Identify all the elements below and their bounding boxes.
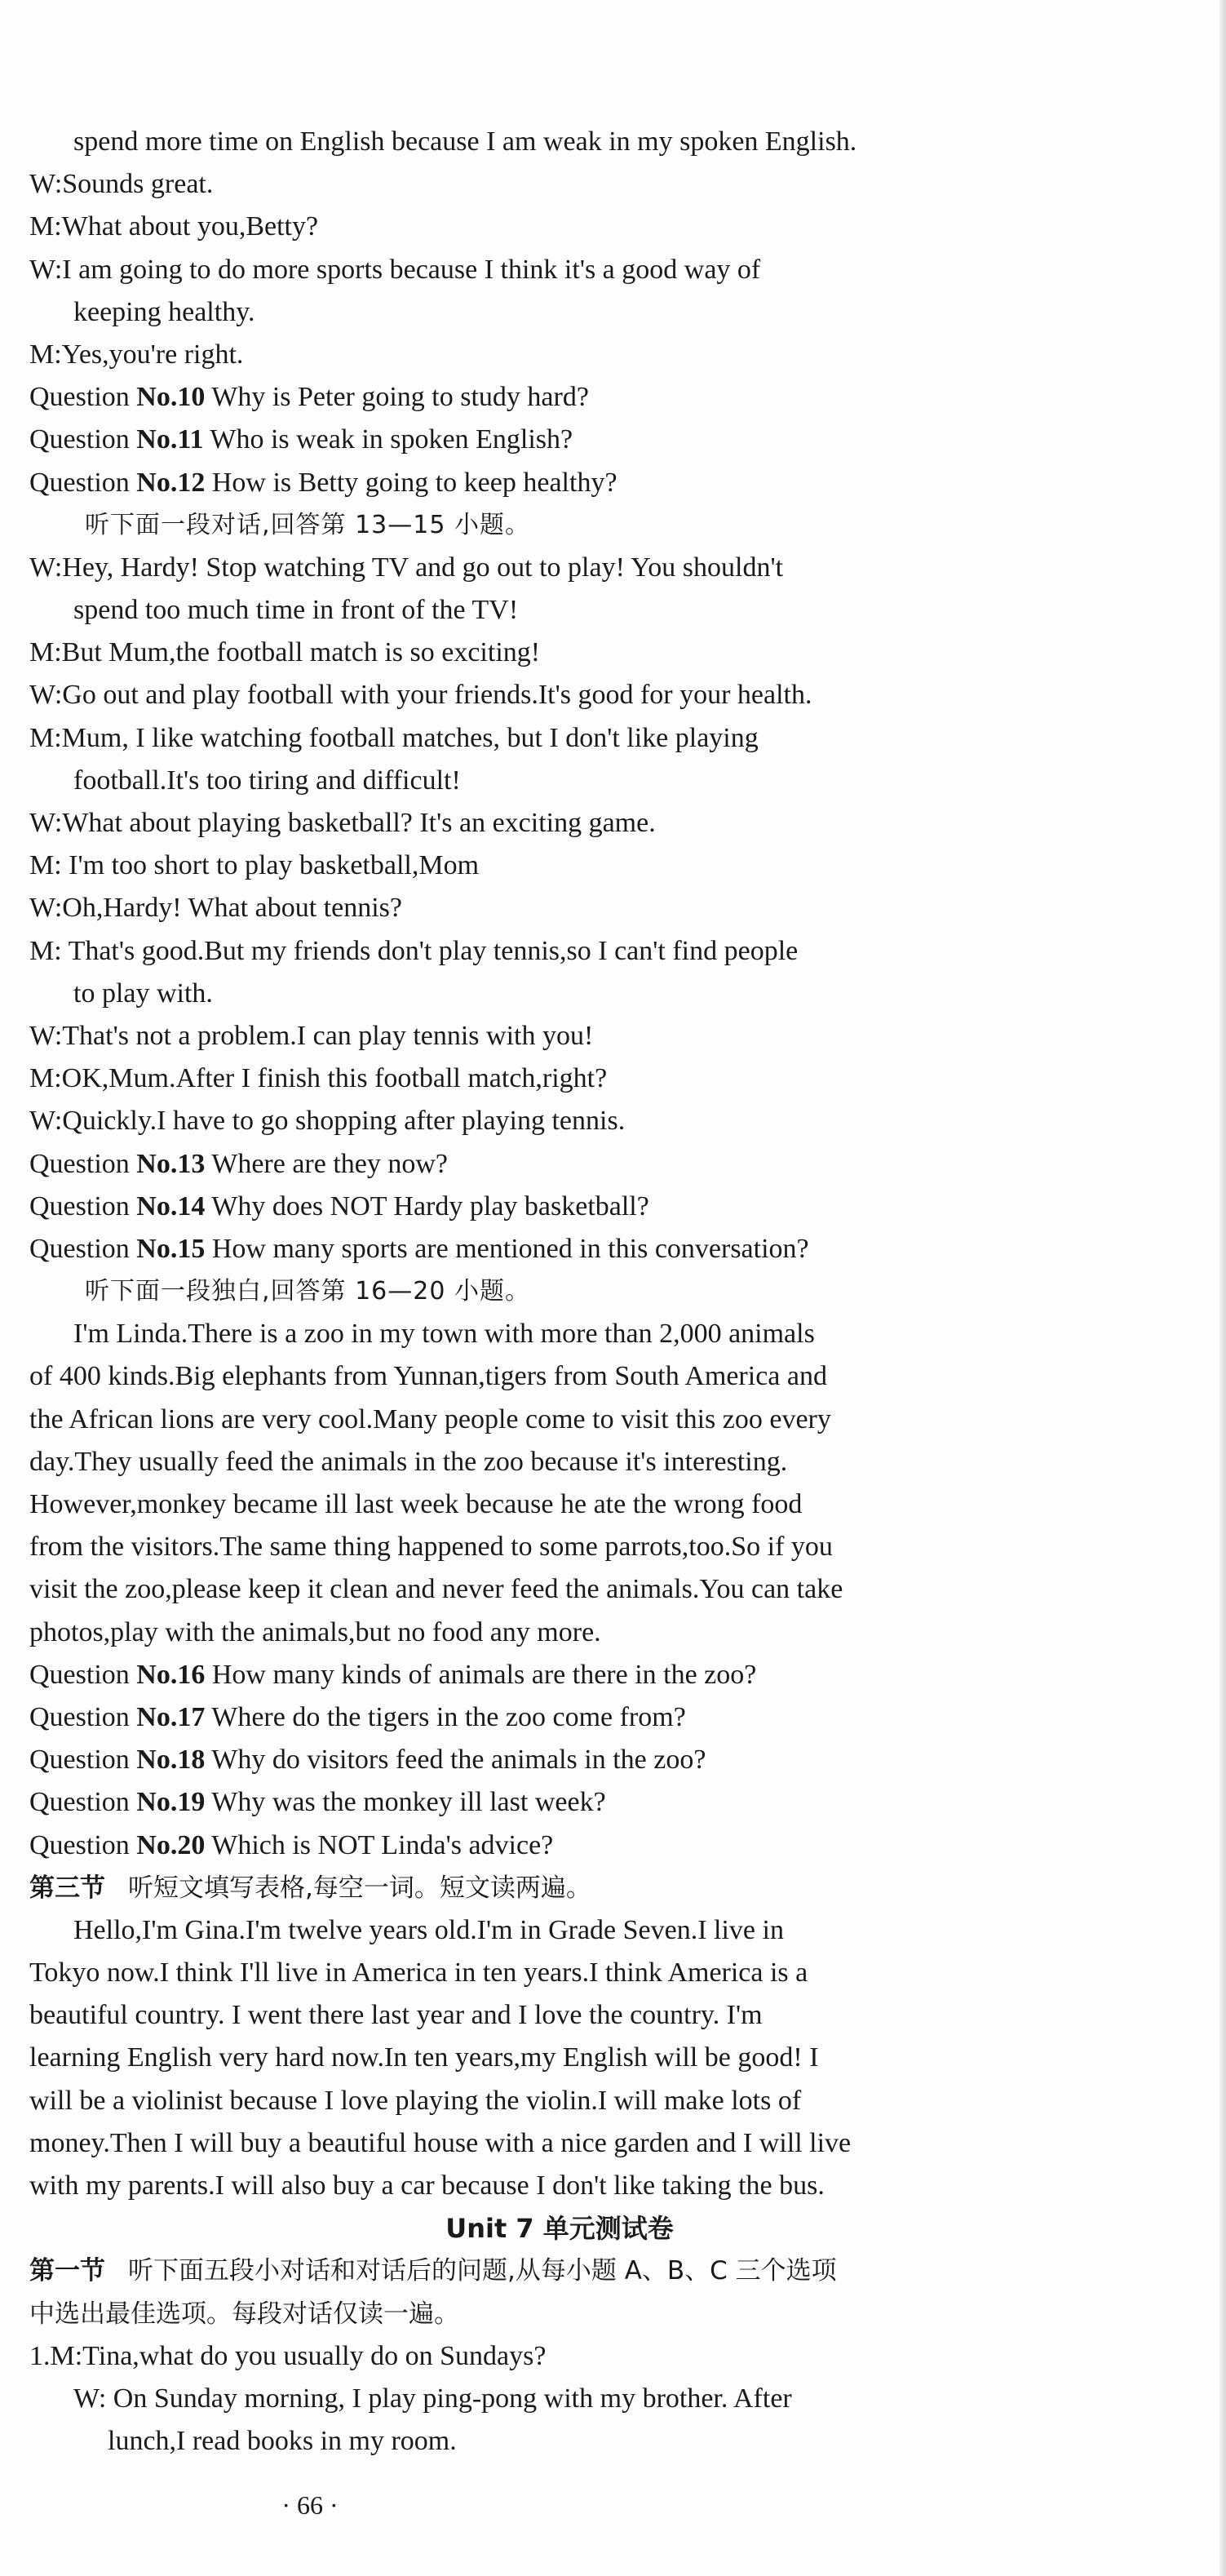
question-number: No.13 [136,1148,206,1179]
section-instruction: 听短文填写表格,每空一词。短文读两遍。 [128,1873,591,1903]
text-line: money.Then I will buy a beautiful house with a nice garden and I will live [29,2127,852,2158]
listening-instruction: 听下面一段独白,回答第 16—20 小题。 [85,1277,530,1306]
text-line: Tokyo now.I think I'll live in America in ten years.I think America is a [29,1957,808,1989]
text-line: However,monkey became ill last week because he ate the wrong food [29,1489,803,1519]
text-line: W:That's not a problem.I can play tennis with you! [29,1020,594,1051]
text-line: 中选出最佳选项。每段对话仅读一遍。 [29,2299,459,2329]
question-line [29,376,1090,419]
question-line [29,1654,1090,1696]
question-number: No.16 [136,1659,206,1690]
text-line: M: That's good.But my friends don't play tennis,so I can't find people [29,935,799,966]
question-text: How is Betty going to keep healthy? [211,467,617,498]
text-line: learning English very hard now.In ten years,my English will be good! I [29,2042,819,2073]
question-number: No.11 [136,424,204,455]
question-text: Who is weak in spoken English? [210,424,573,455]
question-label: Question [29,467,130,498]
question-text: How many sports are mentioned in this conversation? [211,1233,809,1264]
question-label: Question [29,1659,130,1690]
question-line [29,1228,1090,1270]
text-line: of 400 kinds.Big elephants from Yunnan,tigers from South America and [29,1361,827,1392]
question-number: No.15 [136,1233,206,1264]
text-line: W: On Sunday morning, I play ping-pong with my brother. After [73,2383,792,2414]
text-line: W:I am going to do more sports because I think it's a good way of [29,254,761,285]
question-text: Why does NOT Hardy play basketball? [211,1190,649,1221]
text-line: spend too much time in front of the TV! [73,595,519,626]
question-label: Question [29,1233,130,1264]
question-label: Question [29,1148,130,1179]
text-line: M:Mum, I like watching football matches, but I don't like playing [29,722,759,753]
text-line: W:What about playing basketball? It's an exciting game. [29,808,656,838]
unit-title: Unit 7 单元测试卷 [445,2213,674,2245]
page-number: · 66 · [281,2490,339,2520]
question-text: How many kinds of animals are there in the zoo? [211,1659,757,1690]
question-line [29,1143,1090,1186]
listening-instruction: 听下面一段对话,回答第 13—15 小题。 [85,510,530,539]
question-number: No.17 [136,1701,206,1732]
question-number: No.18 [136,1745,206,1776]
question-number: No.12 [136,467,206,498]
question-text: Which is NOT Linda's advice? [211,1829,554,1860]
text-line: football.It's too tiring and difficult! [73,765,461,796]
text-line: M:Yes,you're right. [29,339,244,370]
question-line [29,1186,1090,1228]
question-number: No.20 [136,1829,206,1860]
text-line: beautiful country. I went there last year and I love the country. I'm [29,2000,763,2031]
text-line: Hello,I'm Gina.I'm twelve years old.I'm in Grade Seven.I live in [73,1914,784,1945]
question-label: Question [29,1829,130,1860]
question-label: Question [29,1787,130,1818]
section-heading [29,1867,1090,1909]
question-text: Why is Peter going to study hard? [211,382,589,413]
section-heading [29,2250,1090,2292]
text-line: W:Quickly.I have to go shopping after playing tennis. [29,1106,626,1137]
text-line: W:Oh,Hardy! What about tennis? [29,893,402,924]
text-line: visit the zoo,please keep it clean and never feed the animals.You can take [29,1574,843,1605]
text-line: I'm Linda.There is a zoo in my town with more than 2,000 animals [73,1319,815,1350]
question-text: Where do the tigers in the zoo come from? [211,1701,686,1732]
text-line: from the visitors.The same thing happened to some parrots,too.So if you [29,1532,833,1563]
text-line: lunch,I read books in my room. [108,2426,457,2457]
section-label: 第三节 [29,1873,105,1903]
question-line [29,419,1090,461]
text-line: M:But Mum,the football match is so exciting! [29,637,541,668]
question-label: Question [29,1190,130,1221]
text-line: to play with. [73,978,213,1009]
question-line [29,1696,1090,1739]
text-line: will be a violinist because I love playing the violin.I will make lots of [29,2085,802,2116]
question-number: No.19 [136,1787,206,1818]
question-text: Why do visitors feed the animals in the zoo? [211,1745,706,1776]
text-line: W:Hey, Hardy! Stop watching TV and go out to play! You shouldn't [29,552,784,583]
section-label: 第一节 [29,2256,105,2286]
question-text: Why was the monkey ill last week? [211,1787,606,1818]
page-edge-shadow [1219,0,1226,2576]
text-line: W:Sounds great. [29,169,214,200]
text-line: spend more time on English because I am weak in my spoken English. [73,126,857,157]
question-label: Question [29,1701,130,1732]
question-line [29,462,1090,504]
question-label: Question [29,382,130,413]
question-line [29,1739,1090,1781]
page-body [29,121,1090,2463]
text-line: 1.M:Tina,what do you usually do on Sundays? [29,2340,547,2371]
text-line: photos,play with the animals,but no food any more. [29,1616,601,1647]
text-line: the African lions are very cool.Many people come to visit this zoo every [29,1403,831,1434]
question-label: Question [29,1745,130,1776]
question-number: No.10 [136,382,206,413]
text-line: day.They usually feed the animals in the zoo because it's interesting. [29,1446,788,1477]
question-line [29,1824,1090,1867]
question-line [29,1781,1090,1824]
section-instruction: 听下面五段小对话和对话后的问题,从每小题 A、B、C 三个选项 [128,2256,837,2286]
text-line: M: I'm too short to play basketball,Mom [29,850,480,881]
question-number: No.14 [136,1190,206,1221]
text-line: with my parents.I will also buy a car because I don't like taking the bus. [29,2170,825,2201]
text-line: M:OK,Mum.After I finish this football match,right? [29,1063,608,1094]
question-label: Question [29,424,130,455]
text-line: keeping healthy. [73,296,255,327]
text-line: W:Go out and play football with your friends.It's good for your health. [29,680,812,711]
text-line: M:What about you,Betty? [29,211,319,242]
question-text: Where are they now? [211,1148,449,1179]
